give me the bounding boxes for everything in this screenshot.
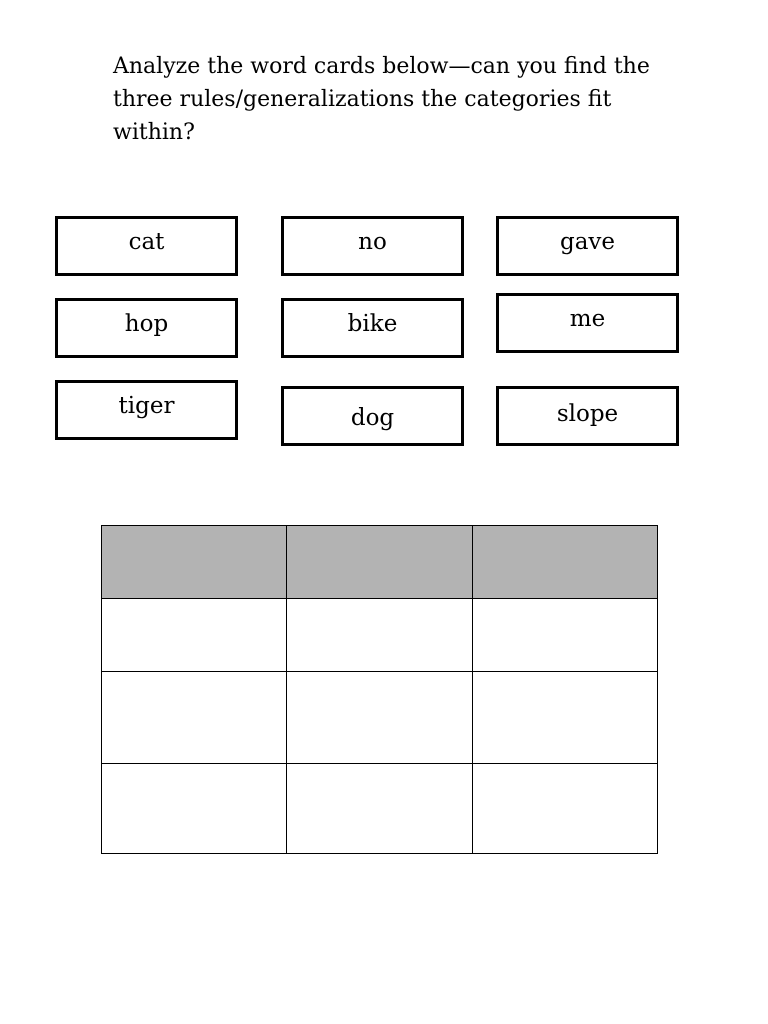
category-header-cell[interactable] — [287, 526, 473, 599]
table-row — [102, 599, 658, 672]
table-row — [102, 764, 658, 854]
word-card[interactable]: cat — [55, 216, 238, 276]
category-header-cell[interactable] — [473, 526, 658, 599]
category-header-cell[interactable] — [102, 526, 287, 599]
table-row — [102, 672, 658, 764]
table-cell[interactable] — [102, 599, 287, 672]
word-card[interactable]: no — [281, 216, 464, 276]
table-cell[interactable] — [473, 599, 658, 672]
word-card[interactable]: gave — [496, 216, 679, 276]
table-cell[interactable] — [102, 764, 287, 854]
instructions-text: Analyze the word cards below—can you find the three rules/generalizations the categories fit within? — [113, 54, 650, 145]
word-card[interactable]: slope — [496, 386, 679, 446]
table-cell[interactable] — [287, 672, 473, 764]
table-cell[interactable] — [287, 764, 473, 854]
table-header-row — [102, 526, 658, 599]
table-cell[interactable] — [473, 672, 658, 764]
word-card[interactable]: me — [496, 293, 679, 353]
sorting-table — [101, 525, 658, 854]
table-cell[interactable] — [473, 764, 658, 854]
word-card[interactable]: hop — [55, 298, 238, 358]
table-cell[interactable] — [287, 599, 473, 672]
table-cell[interactable] — [102, 672, 287, 764]
word-card[interactable]: tiger — [55, 380, 238, 440]
word-card[interactable]: bike — [281, 298, 464, 358]
word-card[interactable]: dog — [281, 386, 464, 446]
